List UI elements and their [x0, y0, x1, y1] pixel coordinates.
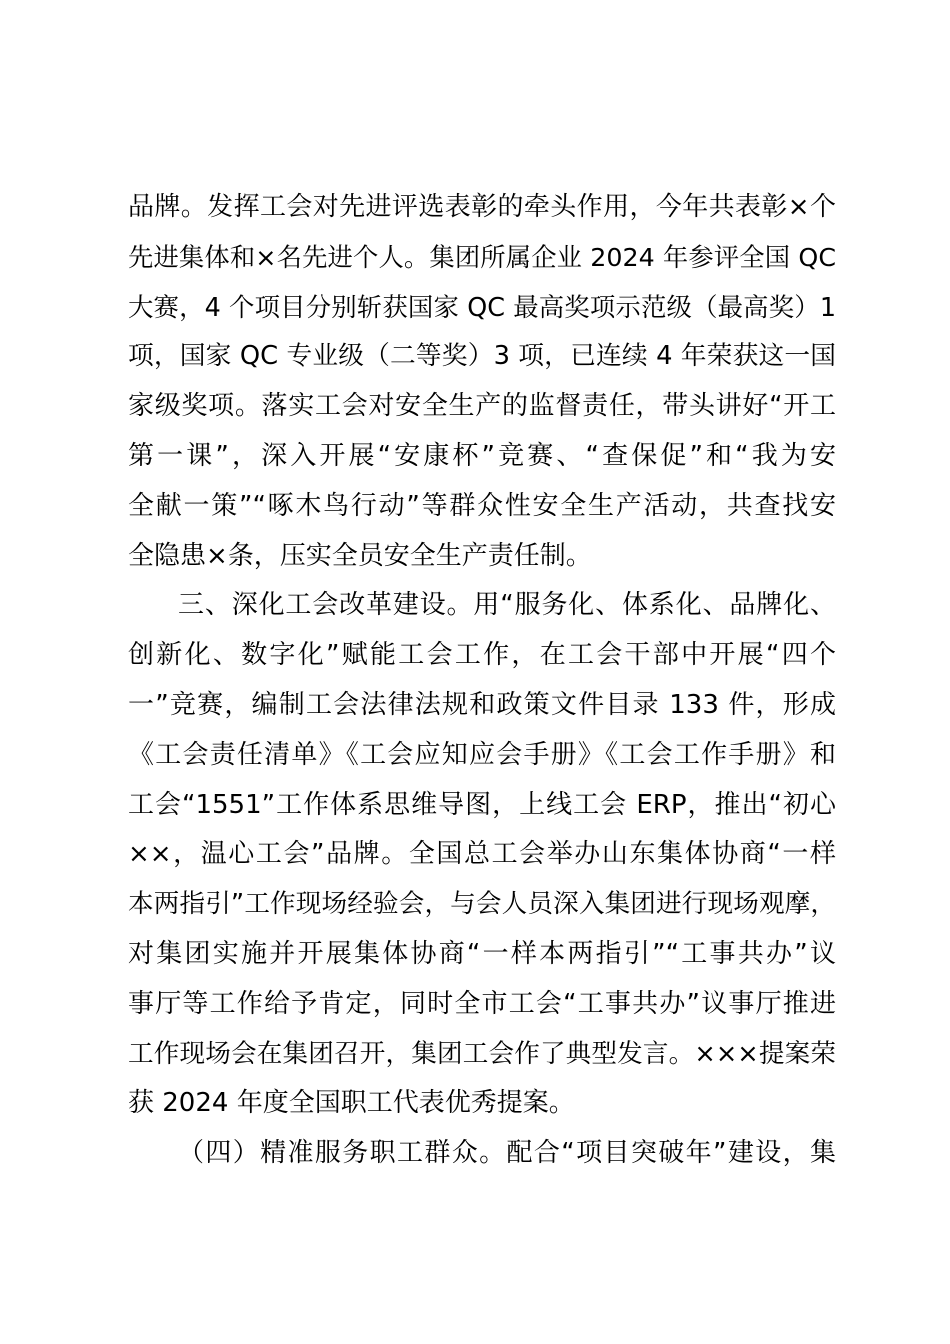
- text-line: 大赛，4 个项目分别斩获国家 QC 最高奖项示范级（最高奖）1: [128, 291, 836, 322]
- text-line: 《工会责任清单》《工会应知应会手册》《工会工作手册》和: [128, 739, 836, 770]
- paragraph-3: [128, 1129, 836, 1179]
- text-line: ××，温心工会”品牌。全国总工会举办山东集体协商“一样: [128, 839, 836, 870]
- text-line: 品牌。发挥工会对先进评选表彰的牵头作用，今年共表彰×个: [128, 192, 836, 222]
- text-line: 工作现场会在集团召开，集团工会作了典型发言。×××提案荣: [128, 1038, 836, 1069]
- text-line: 本两指引”工作现场经验会，与会人员深入集团进行现场观摩，: [128, 889, 836, 920]
- text-line: 创新化、数字化”赋能工会工作，在工会干部中开展“四个: [128, 640, 836, 671]
- text-line: 一”竞赛，编制工会法律法规和政策文件目录 133 件，形成: [128, 689, 836, 720]
- text-line: 三、深化工会改革建设。用“服务化、体系化、品牌化、: [178, 590, 836, 621]
- text-line: 全献一策”“啄木鸟行动”等群众性安全生产活动，共查找安: [128, 490, 836, 521]
- text-line: 工会“1551”工作体系思维导图，上线工会 ERP，推出“初心: [128, 789, 836, 820]
- text-line: 先进集体和×名先进个人。集团所属企业 2024 年参评全国 QC: [128, 241, 836, 272]
- paragraph-2: [128, 581, 836, 1129]
- text-line: 家级奖项。落实工会对安全生产的监督责任，带头讲好“开工: [128, 391, 836, 422]
- text-line: 对集团实施并开展集体协商“一样本两指引”“工事共办”议: [128, 938, 836, 969]
- text-line: 获 2024 年度全国职工代表优秀提案。: [128, 1088, 575, 1119]
- text-line: （四）精准服务职工群众。配合“项目突破年”建设，集: [178, 1138, 836, 1169]
- text-line: 全隐患×条，压实全员安全生产责任制。: [128, 540, 592, 571]
- text-line: 第一课”，深入开展“安康杯”竞赛、“查保促”和“我为安: [128, 440, 836, 471]
- text-line: 项，国家 QC 专业级（二等奖）3 项，已连续 4 年荣获这一国: [128, 341, 836, 372]
- document-body: [128, 183, 836, 1179]
- text-line: 事厅等工作给予肯定，同时全市工会“工事共办”议事厅推进: [128, 988, 836, 1019]
- paragraph-1: [128, 183, 836, 581]
